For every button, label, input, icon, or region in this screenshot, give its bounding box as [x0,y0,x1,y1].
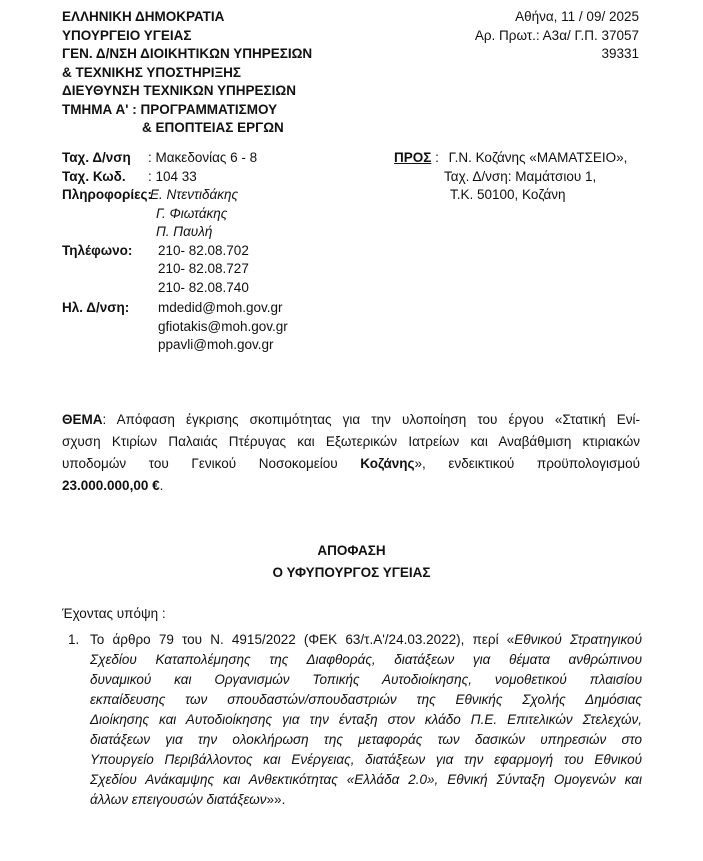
phone-label: Τηλέφωνο: [62,242,133,258]
postcode-label: Ταχ. Κωδ. [62,168,126,184]
subject-label: ΘΕΜΑ [62,412,103,427]
list-item-line: Σχεδίου Ανάκαμψης και Ανθεκτικότητας «Ελλάδα 2.0», Εθνική Σύνταξη Ομογενών και [90,772,642,787]
document-meta [475,8,639,64]
having-in-mind: Έχοντας υπόψη : [62,606,166,621]
info-person: Π. Παυλή [156,224,213,239]
list-item-italic: άλλων επειγουσών διατάξεων [90,792,267,807]
phone-number: 210- 82.08.740 [158,279,249,295]
email-row [62,299,288,318]
decision-title: ΑΠΟΦΑΣΗ [317,543,386,558]
list-item-line: Διοίκησης και Αυτοδιοίκησης για την ένταξη στον κλάδο Π.Ε. Επιτελικών Στελεχών, [90,712,642,727]
phone-number: 210- 82.08.727 [158,261,249,276]
issuer-line: ΔΙΕΥΘΥΝΣΗ ΤΕΧΝΙΚΩΝ ΥΠΗΡΕΣΙΩΝ [62,83,296,98]
issuer-line: & ΕΠΟΠΤΕΙΑΣ ΕΡΓΩΝ [142,120,284,135]
protocol-number-continued: 39331 [601,46,639,61]
recipient-label: ΠΡΟΣ [394,150,432,165]
subject-text: σχυση Κτιρίων Παλαιάς Πτέρυγας και Εξωτερικών Ιατρείων και Αναβάθμιση κτιριακών [62,434,640,449]
issuer-block [62,8,312,138]
subject-hospital: Κοζάνης [360,456,415,471]
list-item-line: διατάξεων για την ολοκλήρωση της μεταφοράς των δασικών υπηρεσιών στο [90,732,642,747]
phone-number: 210- 82.08.702 [158,242,249,258]
list-item-line [90,790,642,810]
subject-text: υποδομών του Γενικού Νοσοκομείου [62,456,338,471]
address-value: : Μακεδονίας 6 - 8 [148,150,258,165]
list-item-line [90,630,642,650]
issuer-line: ΕΛΛΗΝΙΚΗ ΔΗΜΟΚΡΑΤΙΑ [62,9,225,24]
email-address: ppavli@moh.gov.gr [158,337,274,352]
subject-amount: 23.000.000,00 € [62,478,160,493]
address-row [62,149,288,168]
info-row [62,186,288,205]
decision-heading [0,540,703,584]
recipient-line: Ταχ. Δ/νση: Μαμάτσιου 1, [444,168,597,184]
subject-line [62,409,640,431]
subject-end: . [159,478,164,493]
info-person: Ε. Ντεντιδάκης [150,187,239,202]
issuer-line: ΤΜΗΜΑ Α' : ΠΡΟΓΡΑΜΜΑΤΙΣΜΟΥ [62,101,278,117]
list-item-number: 1. [68,632,80,647]
list-item-italic: Εθνικού Στρατηγικού [514,632,642,647]
subject-line [62,453,640,475]
recipient-colon: : [431,150,439,165]
subject-line [62,475,640,497]
recipient-line: Τ.Κ. 50100, Κοζάνη [450,187,566,202]
decision-subtitle: Ο ΥΦΥΠΟΥΡΓΟΣ ΥΓΕΙΑΣ [272,565,431,580]
list-item-plain: »». [266,792,286,807]
list-item-text [90,630,642,810]
list-item-plain: Το άρθρο 79 του Ν. 4915/2022 (ΦΕΚ 63/τ.Α'/24.03.2022), περί « [90,632,515,647]
list-item-line: Υπουργείο Περιβάλλοντος και Ενέργειας, διατάξεων για την εφαρμογή του Εθνικού [90,752,642,767]
phone-row [62,242,288,261]
subject-text: », ενδεικτικού προϋπολογισμού [414,456,640,471]
email-address: mdedid@moh.gov.gr [158,300,283,315]
email-label: Ηλ. Δ/νση: [62,300,130,315]
postcode-row [62,168,288,187]
contact-block [62,149,288,355]
subject-text: : Απόφαση έγκρισης σκοπιμότητας για την υλοποίηση του έργου «Στατική Ενί- [102,412,640,427]
issuer-line: & ΤΕΧΝΙΚΗΣ ΥΠΟΣΤΗΡΙΞΗΣ [62,64,242,80]
info-label: Πληροφορίες: [62,187,153,202]
address-label: Ταχ. Δ/νση [62,150,131,165]
issuer-line: ΥΠΟΥΡΓΕΙΟ ΥΓΕΙΑΣ [62,27,192,43]
recipient-line: Γ.Ν. Κοζάνης «ΜΑΜΑΤΣΕΙΟ», [448,150,628,165]
postcode-value: : 104 33 [148,168,197,184]
protocol-number: Αρ. Πρωτ.: Α3α/ Γ.Π. 37057 [474,27,639,43]
email-address: gfiotakis@moh.gov.gr [158,318,288,334]
document-date: Αθήνα, 11 / 09/ 2025 [515,9,639,24]
recipient-block [394,149,627,205]
list-item-line: δυναμικού και Οργανισμών Τοπικής Αυτοδιοίκησης, νομοθετικού πλαισίου [90,672,642,687]
subject-block [62,409,640,497]
list-item-line: εκπαίδευσης των σπουδαστών/σπουδαστριών της Εθνικής Σχολής Δημόσιας [90,692,642,707]
list-item-line: Σχεδίου Καταπολέμησης της Διαφθοράς, διατάξεων για θέματα ανθρώπινου [90,652,642,667]
issuer-line: ΓΕΝ. Δ/ΝΣΗ ΔΙΟΙΚΗΤΙΚΩΝ ΥΠΗΡΕΣΙΩΝ [62,46,313,61]
info-person: Γ. Φιωτάκης [156,205,228,221]
